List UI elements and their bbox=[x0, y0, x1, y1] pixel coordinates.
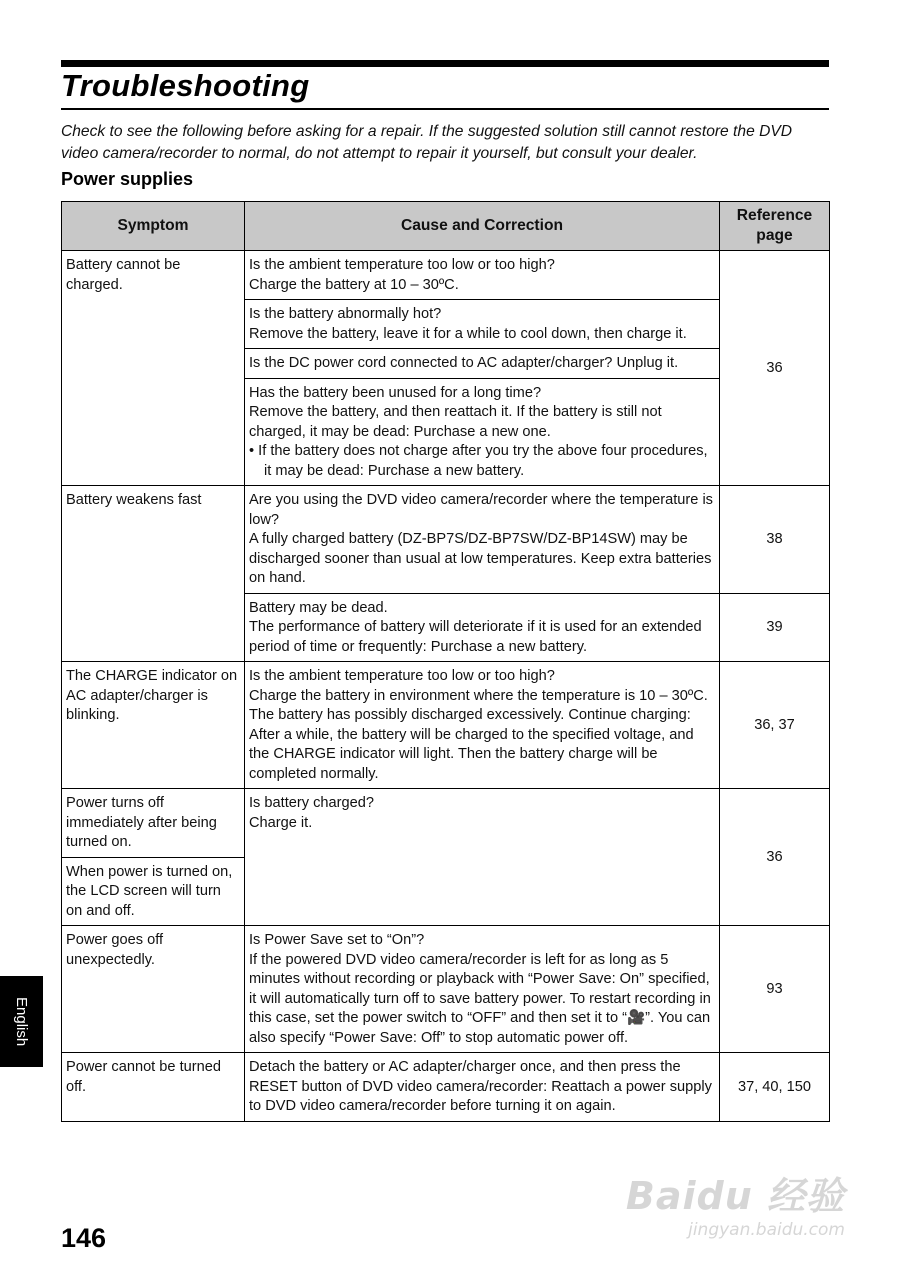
symptom-cell: Power cannot be turned off. bbox=[62, 1053, 245, 1122]
cause-line: Are you using the DVD video camera/recorder where the temperature is low? bbox=[249, 492, 713, 528]
header-cause: Cause and Correction bbox=[245, 202, 720, 251]
symptom-cell: Battery cannot be charged. bbox=[62, 251, 245, 486]
table-row bbox=[62, 926, 830, 1053]
header-reference: Reference page bbox=[720, 202, 830, 251]
table-row bbox=[62, 486, 830, 594]
reference-cell: 36, 37 bbox=[720, 662, 830, 789]
cause-line: Charge it. bbox=[249, 814, 313, 831]
table-row bbox=[62, 251, 830, 300]
cause-line: Charge the battery in environment where the temperature is 10 – 30ºC. bbox=[249, 687, 708, 704]
table-row bbox=[62, 662, 830, 789]
cause-cell bbox=[245, 593, 720, 662]
cause-line: Is the ambient temperature too low or too high? bbox=[249, 257, 555, 273]
reference-cell: 36 bbox=[720, 251, 830, 486]
cause-line: Has the battery been unused for a long time? bbox=[249, 384, 542, 401]
header-symptom: Symptom bbox=[62, 202, 245, 251]
symptom-cell: When power is turned on, the LCD screen will turn on and off. bbox=[62, 857, 245, 926]
symptom-cell: Power goes off unexpectedly. bbox=[62, 926, 245, 1053]
cause-cell bbox=[245, 662, 720, 789]
table-row bbox=[62, 1053, 830, 1122]
watermark bbox=[626, 1165, 845, 1240]
title-bottom-rule bbox=[61, 108, 829, 110]
cause-line: Is Power Save set to “On”? bbox=[249, 932, 425, 948]
table-row bbox=[62, 789, 830, 858]
table-header-row bbox=[62, 202, 830, 251]
symptom-cell: Battery weakens fast bbox=[62, 486, 245, 662]
intro-paragraph: Check to see the following before asking for a repair. If the suggested solution still cannot restore the DVD video camera/recorder to normal, do not attempt to repair it yourself, but consult your dealer. bbox=[61, 123, 792, 162]
reference-cell: 39 bbox=[720, 593, 830, 662]
cause-line: Remove the battery, and then reattach it. If the battery is still not charged, it may be dead: Purchase a new one. bbox=[249, 404, 662, 440]
cause-line: Is the DC power cord connected to AC adapter/charger? Unplug it. bbox=[249, 355, 679, 371]
language-label: English bbox=[13, 996, 30, 1047]
page-title: Troubleshooting bbox=[61, 68, 310, 103]
cause-cell bbox=[245, 789, 720, 926]
section-heading: Power supplies bbox=[61, 169, 194, 189]
cause-line: If the powered DVD video camera/recorder is left for as long as 5 minutes without recording or playback with “Power Save: On” specified, it will automatically turn off to save battery power. To restart recording in this case, set the power switch to “OFF” and then set it to “🎥”. You can also specify “Power Save: Off” to stop automatic power off. bbox=[249, 951, 711, 1046]
cause-line: Is battery charged? bbox=[249, 795, 374, 811]
cause-line: Battery may be dead. bbox=[249, 599, 388, 616]
reference-cell: 93 bbox=[720, 926, 830, 1053]
cause-line: Is the battery abnormally hot? bbox=[249, 306, 442, 322]
bullet-note: • If the battery does not charge after you try the above four procedures, it may be dead: Purchase a new battery. bbox=[249, 443, 708, 479]
title-top-rule bbox=[61, 60, 829, 67]
reference-cell: 38 bbox=[720, 486, 830, 594]
language-side-tab bbox=[0, 976, 43, 1067]
cause-cell bbox=[245, 300, 720, 349]
cause-line: The performance of battery will deteriorate if it is used for an extended period of time or frequently: Purchase a new battery. bbox=[249, 619, 702, 655]
cause-line: Charge the battery at 10 – 30ºC. bbox=[249, 276, 459, 293]
reference-cell: 36 bbox=[720, 789, 830, 926]
cause-cell bbox=[245, 1053, 720, 1122]
watermark-url: jingyan.baidu.com bbox=[688, 1220, 845, 1240]
cause-cell bbox=[245, 349, 720, 379]
cause-line: Remove the battery, leave it for a while to cool down, then charge it. bbox=[249, 325, 687, 342]
troubleshooting-table bbox=[61, 201, 830, 1122]
page-number: 146 bbox=[61, 1223, 107, 1253]
symptom-cell: Power turns off immediately after being turned on. bbox=[62, 789, 245, 858]
cause-line: Is the ambient temperature too low or too high? bbox=[249, 668, 555, 684]
watermark-logo: Baidu 经验 bbox=[625, 1174, 845, 1218]
cause-cell bbox=[245, 926, 720, 1053]
cause-line: Detach the battery or AC adapter/charger once, and then press the RESET button of DVD video camera/recorder: Reattach a power supply to DVD video camera/recorder before turning it on again. bbox=[249, 1059, 712, 1114]
cause-cell bbox=[245, 251, 720, 300]
reference-cell: 37, 40, 150 bbox=[720, 1053, 830, 1122]
symptom-cell: The CHARGE indicator on AC adapter/charger is blinking. bbox=[62, 662, 245, 789]
cause-cell bbox=[245, 378, 720, 486]
cause-line: The battery has possibly discharged excessively. Continue charging: After a while, the battery will be charged to the specified voltage, and the CHARGE indicator will light. Then the battery charge will be completed normally. bbox=[249, 707, 694, 782]
cause-line: A fully charged battery (DZ-BP7S/DZ-BP7SW/DZ-BP14SW) may be discharged sooner than usual at low temperatures. Keep extra batteries on hand. bbox=[249, 531, 712, 586]
cause-cell bbox=[245, 486, 720, 594]
